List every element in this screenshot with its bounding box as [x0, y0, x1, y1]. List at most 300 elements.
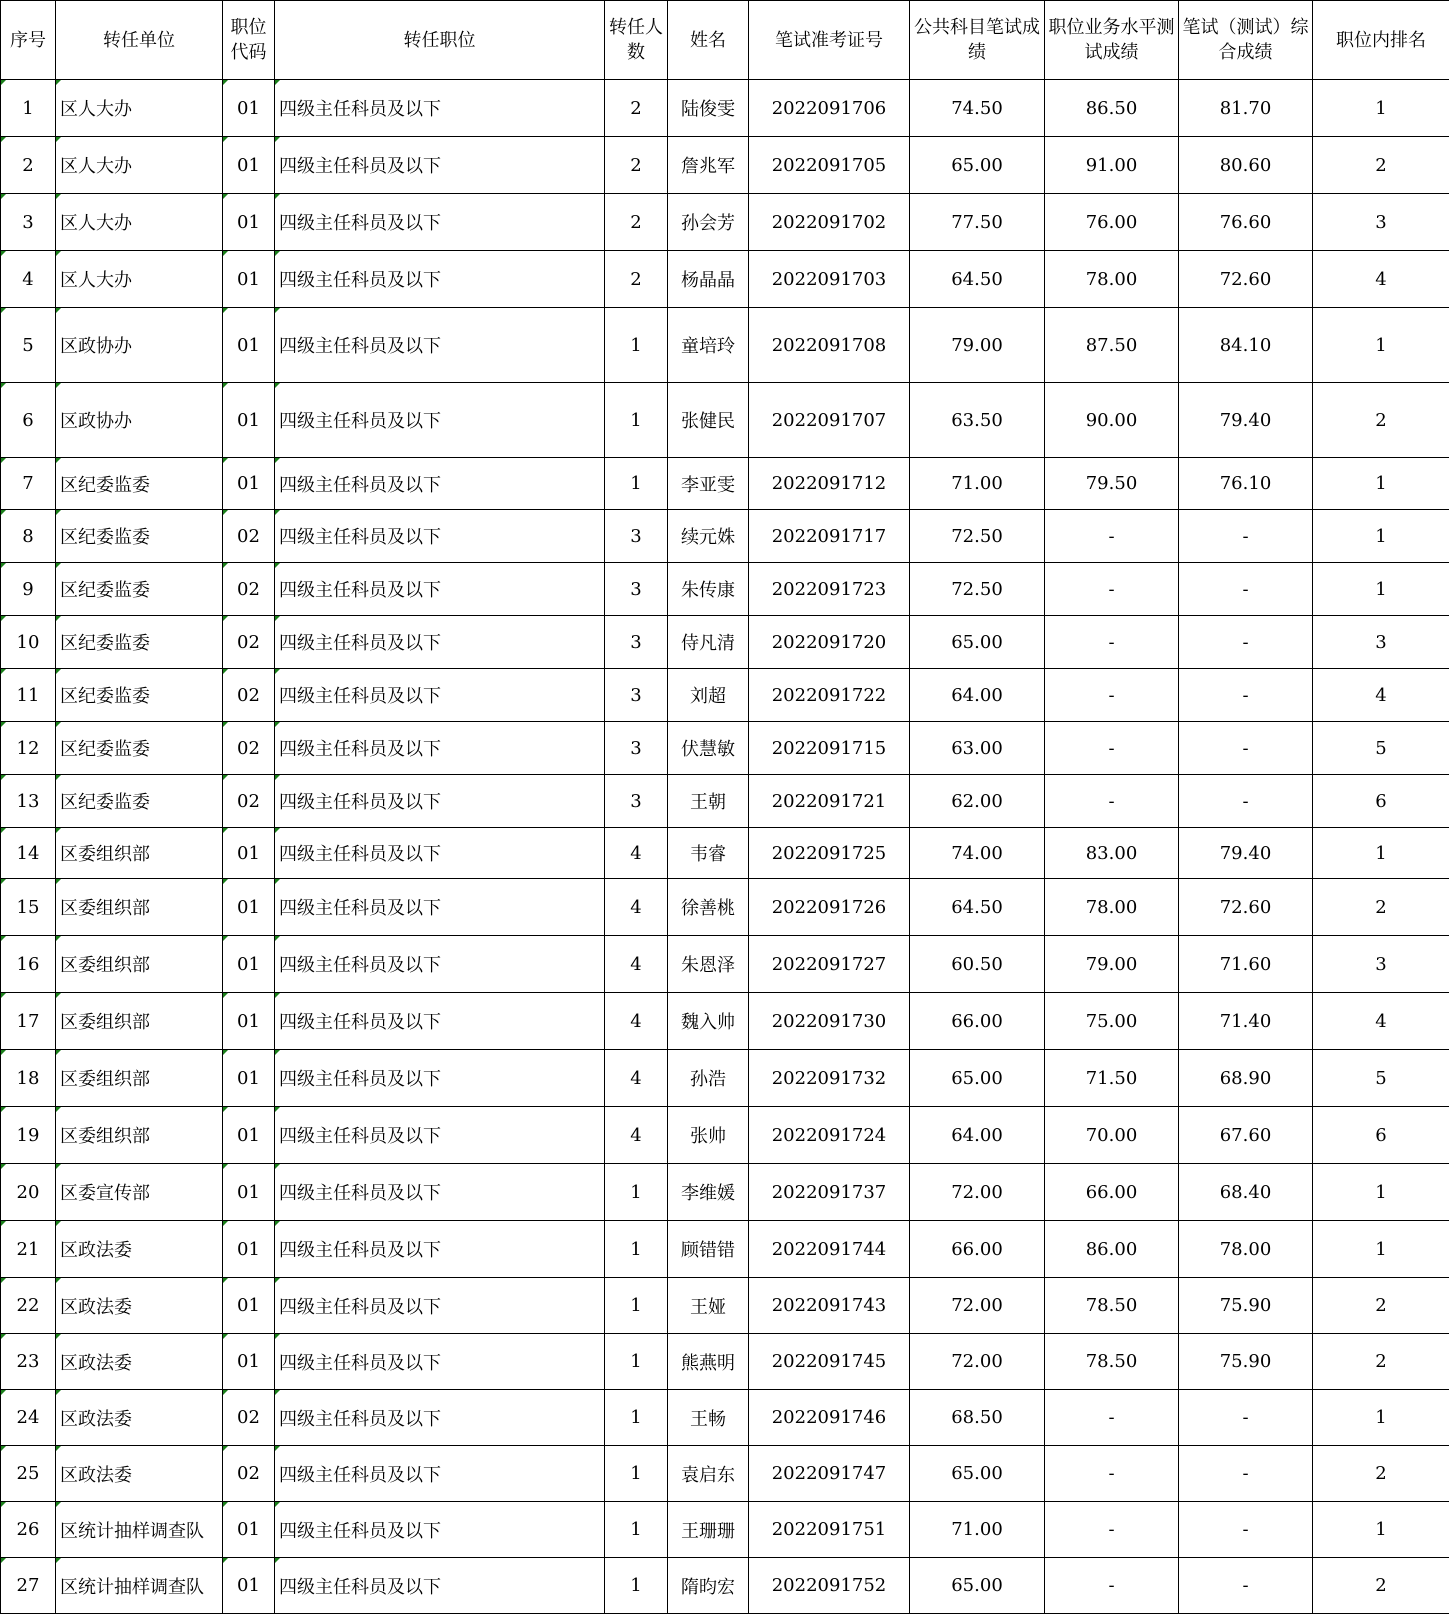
cell-written: 79.00 — [910, 308, 1045, 383]
cell-unit: 区政法委 — [56, 1334, 223, 1390]
table-row — [1, 1278, 1449, 1334]
table-row — [1, 1446, 1449, 1502]
cell-seq: 2 — [1, 137, 56, 194]
table-row — [1, 1050, 1449, 1107]
table-row — [1, 458, 1449, 510]
cell-quota: 4 — [605, 993, 668, 1050]
header-business: 职位业务水平测试成绩 — [1045, 1, 1179, 80]
cell-code: 01 — [223, 308, 275, 383]
cell-code: 02 — [223, 563, 275, 616]
cell-seq: 12 — [1, 722, 56, 775]
cell-seq: 19 — [1, 1107, 56, 1164]
cell-rank: 1 — [1313, 1502, 1449, 1558]
cell-total: - — [1179, 616, 1313, 669]
table-row — [1, 1390, 1449, 1446]
cell-quota: 3 — [605, 510, 668, 563]
cell-code: 02 — [223, 616, 275, 669]
cell-seq: 21 — [1, 1221, 56, 1278]
cell-code: 02 — [223, 1446, 275, 1502]
table-row — [1, 669, 1449, 722]
header-seq: 序号 — [1, 1, 56, 80]
cell-written: 60.50 — [910, 936, 1045, 993]
cell-total: - — [1179, 722, 1313, 775]
cell-code: 01 — [223, 1334, 275, 1390]
table-row — [1, 563, 1449, 616]
cell-total: 71.60 — [1179, 936, 1313, 993]
cell-position: 四级主任科员及以下 — [275, 828, 605, 879]
cell-quota: 4 — [605, 1107, 668, 1164]
table-row — [1, 137, 1449, 194]
cell-rank: 6 — [1313, 775, 1449, 828]
cell-ticket: 2022091715 — [749, 722, 910, 775]
cell-business: - — [1045, 563, 1179, 616]
cell-name: 侍凡清 — [668, 616, 749, 669]
table-row — [1, 775, 1449, 828]
table-row — [1, 828, 1449, 879]
cell-ticket: 2022091702 — [749, 194, 910, 251]
cell-seq: 18 — [1, 1050, 56, 1107]
cell-unit: 区政协办 — [56, 308, 223, 383]
cell-code: 01 — [223, 251, 275, 308]
cell-written: 64.00 — [910, 669, 1045, 722]
cell-unit: 区人大办 — [56, 137, 223, 194]
table-row — [1, 993, 1449, 1050]
cell-code: 01 — [223, 936, 275, 993]
table-row — [1, 1164, 1449, 1221]
header-quota: 转任人数 — [605, 1, 668, 80]
cell-business: - — [1045, 510, 1179, 563]
cell-written: 74.00 — [910, 828, 1045, 879]
cell-seq: 25 — [1, 1446, 56, 1502]
cell-ticket: 2022091743 — [749, 1278, 910, 1334]
header-unit: 转任单位 — [56, 1, 223, 80]
cell-written: 66.00 — [910, 1221, 1045, 1278]
cell-position: 四级主任科员及以下 — [275, 1390, 605, 1446]
cell-code: 01 — [223, 458, 275, 510]
cell-position: 四级主任科员及以下 — [275, 80, 605, 137]
cell-name: 韦睿 — [668, 828, 749, 879]
cell-position: 四级主任科员及以下 — [275, 1334, 605, 1390]
cell-total: 79.40 — [1179, 828, 1313, 879]
cell-unit: 区统计抽样调查队 — [56, 1558, 223, 1614]
cell-written: 66.00 — [910, 993, 1045, 1050]
table-row — [1, 1502, 1449, 1558]
cell-name: 刘超 — [668, 669, 749, 722]
cell-seq: 8 — [1, 510, 56, 563]
cell-unit: 区纪委监委 — [56, 669, 223, 722]
cell-rank: 1 — [1313, 1164, 1449, 1221]
cell-written: 72.00 — [910, 1334, 1045, 1390]
cell-written: 65.00 — [910, 1558, 1045, 1614]
cell-total: 84.10 — [1179, 308, 1313, 383]
cell-position: 四级主任科员及以下 — [275, 722, 605, 775]
cell-written: 77.50 — [910, 194, 1045, 251]
cell-total: 72.60 — [1179, 251, 1313, 308]
cell-ticket: 2022091712 — [749, 458, 910, 510]
cell-position: 四级主任科员及以下 — [275, 308, 605, 383]
table-row — [1, 80, 1449, 137]
cell-ticket: 2022091732 — [749, 1050, 910, 1107]
cell-total: - — [1179, 775, 1313, 828]
cell-business: 83.00 — [1045, 828, 1179, 879]
cell-total: - — [1179, 563, 1313, 616]
cell-ticket: 2022091723 — [749, 563, 910, 616]
cell-code: 02 — [223, 510, 275, 563]
table-row — [1, 1334, 1449, 1390]
cell-unit: 区政法委 — [56, 1278, 223, 1334]
cell-quota: 2 — [605, 251, 668, 308]
table-row — [1, 879, 1449, 936]
cell-total: 75.90 — [1179, 1334, 1313, 1390]
cell-name: 朱传康 — [668, 563, 749, 616]
cell-seq: 20 — [1, 1164, 56, 1221]
cell-ticket: 2022091724 — [749, 1107, 910, 1164]
cell-code: 01 — [223, 993, 275, 1050]
table-header — [1, 1, 1449, 80]
table-row — [1, 1558, 1449, 1614]
cell-quota: 3 — [605, 616, 668, 669]
cell-quota: 1 — [605, 1390, 668, 1446]
cell-name: 张帅 — [668, 1107, 749, 1164]
cell-business: 90.00 — [1045, 383, 1179, 458]
cell-seq: 4 — [1, 251, 56, 308]
cell-name: 徐善桃 — [668, 879, 749, 936]
cell-written: 74.50 — [910, 80, 1045, 137]
table-row — [1, 308, 1449, 383]
cell-ticket: 2022091746 — [749, 1390, 910, 1446]
cell-unit: 区委宣传部 — [56, 1164, 223, 1221]
cell-unit: 区政法委 — [56, 1390, 223, 1446]
cell-total: - — [1179, 1390, 1313, 1446]
cell-quota: 1 — [605, 1164, 668, 1221]
header-written: 公共科目笔试成绩 — [910, 1, 1045, 80]
cell-rank: 2 — [1313, 1278, 1449, 1334]
cell-name: 陆俊雯 — [668, 80, 749, 137]
cell-ticket: 2022091727 — [749, 936, 910, 993]
cell-name: 王朝 — [668, 775, 749, 828]
cell-total: - — [1179, 1502, 1313, 1558]
cell-position: 四级主任科员及以下 — [275, 383, 605, 458]
cell-code: 01 — [223, 1558, 275, 1614]
cell-unit: 区人大办 — [56, 194, 223, 251]
cell-unit: 区人大办 — [56, 80, 223, 137]
cell-unit: 区纪委监委 — [56, 616, 223, 669]
cell-position: 四级主任科员及以下 — [275, 1446, 605, 1502]
cell-unit: 区人大办 — [56, 251, 223, 308]
cell-name: 续元姝 — [668, 510, 749, 563]
cell-seq: 15 — [1, 879, 56, 936]
cell-position: 四级主任科员及以下 — [275, 1278, 605, 1334]
header-name: 姓名 — [668, 1, 749, 80]
cell-total: 76.60 — [1179, 194, 1313, 251]
cell-quota: 1 — [605, 1334, 668, 1390]
cell-unit: 区纪委监委 — [56, 510, 223, 563]
cell-seq: 5 — [1, 308, 56, 383]
cell-position: 四级主任科员及以下 — [275, 1558, 605, 1614]
cell-total: 68.90 — [1179, 1050, 1313, 1107]
cell-written: 65.00 — [910, 1050, 1045, 1107]
cell-total: - — [1179, 669, 1313, 722]
cell-written: 64.00 — [910, 1107, 1045, 1164]
cell-business: 76.00 — [1045, 194, 1179, 251]
cell-business: 79.00 — [1045, 936, 1179, 993]
cell-total: 81.70 — [1179, 80, 1313, 137]
cell-ticket: 2022091745 — [749, 1334, 910, 1390]
cell-rank: 1 — [1313, 563, 1449, 616]
cell-business: - — [1045, 775, 1179, 828]
table-row — [1, 616, 1449, 669]
cell-position: 四级主任科员及以下 — [275, 194, 605, 251]
cell-business: 87.50 — [1045, 308, 1179, 383]
table-row — [1, 383, 1449, 458]
cell-position: 四级主任科员及以下 — [275, 936, 605, 993]
cell-position: 四级主任科员及以下 — [275, 458, 605, 510]
cell-code: 02 — [223, 1390, 275, 1446]
cell-written: 63.50 — [910, 383, 1045, 458]
header-code: 职位代码 — [223, 1, 275, 80]
header-row — [1, 1, 1449, 80]
cell-unit: 区政协办 — [56, 383, 223, 458]
cell-business: - — [1045, 669, 1179, 722]
cell-seq: 14 — [1, 828, 56, 879]
cell-written: 72.50 — [910, 510, 1045, 563]
cell-total: 80.60 — [1179, 137, 1313, 194]
cell-seq: 23 — [1, 1334, 56, 1390]
cell-total: 79.40 — [1179, 383, 1313, 458]
cell-code: 01 — [223, 194, 275, 251]
cell-quota: 1 — [605, 1221, 668, 1278]
cell-seq: 11 — [1, 669, 56, 722]
cell-unit: 区委组织部 — [56, 1107, 223, 1164]
header-total: 笔试（测试）综合成绩 — [1179, 1, 1313, 80]
cell-seq: 6 — [1, 383, 56, 458]
cell-seq: 22 — [1, 1278, 56, 1334]
table-row — [1, 1107, 1449, 1164]
cell-position: 四级主任科员及以下 — [275, 879, 605, 936]
cell-rank: 1 — [1313, 510, 1449, 563]
cell-total: - — [1179, 510, 1313, 563]
cell-total: 67.60 — [1179, 1107, 1313, 1164]
cell-quota: 4 — [605, 1050, 668, 1107]
cell-code: 01 — [223, 383, 275, 458]
cell-ticket: 2022091705 — [749, 137, 910, 194]
cell-code: 01 — [223, 137, 275, 194]
cell-quota: 4 — [605, 879, 668, 936]
table-row — [1, 1221, 1449, 1278]
cell-business: 70.00 — [1045, 1107, 1179, 1164]
cell-business: 75.00 — [1045, 993, 1179, 1050]
cell-seq: 7 — [1, 458, 56, 510]
cell-quota: 3 — [605, 563, 668, 616]
header-rank: 职位内排名 — [1313, 1, 1449, 80]
cell-quota: 1 — [605, 1558, 668, 1614]
cell-seq: 27 — [1, 1558, 56, 1614]
cell-code: 01 — [223, 80, 275, 137]
cell-rank: 2 — [1313, 383, 1449, 458]
table-row — [1, 722, 1449, 775]
cell-position: 四级主任科员及以下 — [275, 1050, 605, 1107]
cell-rank: 1 — [1313, 1390, 1449, 1446]
cell-business: 78.50 — [1045, 1334, 1179, 1390]
cell-total: 75.90 — [1179, 1278, 1313, 1334]
cell-position: 四级主任科员及以下 — [275, 510, 605, 563]
header-position: 转任职位 — [275, 1, 605, 80]
cell-ticket: 2022091737 — [749, 1164, 910, 1221]
cell-name: 隋昀宏 — [668, 1558, 749, 1614]
cell-written: 64.50 — [910, 879, 1045, 936]
cell-rank: 2 — [1313, 1334, 1449, 1390]
cell-position: 四级主任科员及以下 — [275, 669, 605, 722]
cell-rank: 5 — [1313, 1050, 1449, 1107]
cell-written: 65.00 — [910, 1446, 1045, 1502]
cell-quota: 2 — [605, 137, 668, 194]
cell-name: 熊燕明 — [668, 1334, 749, 1390]
cell-quota: 2 — [605, 80, 668, 137]
cell-business: 66.00 — [1045, 1164, 1179, 1221]
cell-rank: 2 — [1313, 1446, 1449, 1502]
cell-name: 李维媛 — [668, 1164, 749, 1221]
cell-quota: 2 — [605, 194, 668, 251]
cell-written: 63.00 — [910, 722, 1045, 775]
cell-code: 01 — [223, 1278, 275, 1334]
cell-quota: 1 — [605, 1446, 668, 1502]
cell-ticket: 2022091726 — [749, 879, 910, 936]
cell-seq: 13 — [1, 775, 56, 828]
cell-seq: 24 — [1, 1390, 56, 1446]
cell-rank: 4 — [1313, 251, 1449, 308]
cell-ticket: 2022091725 — [749, 828, 910, 879]
cell-written: 65.00 — [910, 616, 1045, 669]
cell-name: 李亚雯 — [668, 458, 749, 510]
cell-rank: 5 — [1313, 722, 1449, 775]
cell-business: 91.00 — [1045, 137, 1179, 194]
cell-unit: 区纪委监委 — [56, 458, 223, 510]
cell-position: 四级主任科员及以下 — [275, 616, 605, 669]
cell-total: 71.40 — [1179, 993, 1313, 1050]
cell-code: 01 — [223, 828, 275, 879]
cell-code: 01 — [223, 1221, 275, 1278]
table-body — [1, 80, 1449, 1614]
cell-business: 79.50 — [1045, 458, 1179, 510]
cell-ticket: 2022091717 — [749, 510, 910, 563]
cell-quota: 3 — [605, 669, 668, 722]
cell-total: 68.40 — [1179, 1164, 1313, 1221]
cell-rank: 1 — [1313, 308, 1449, 383]
cell-code: 02 — [223, 669, 275, 722]
cell-code: 01 — [223, 1164, 275, 1221]
cell-quota: 1 — [605, 383, 668, 458]
cell-quota: 3 — [605, 722, 668, 775]
cell-rank: 6 — [1313, 1107, 1449, 1164]
cell-ticket: 2022091747 — [749, 1446, 910, 1502]
cell-written: 72.00 — [910, 1164, 1045, 1221]
cell-ticket: 2022091751 — [749, 1502, 910, 1558]
cell-name: 朱恩泽 — [668, 936, 749, 993]
cell-position: 四级主任科员及以下 — [275, 1107, 605, 1164]
cell-ticket: 2022091744 — [749, 1221, 910, 1278]
cell-business: - — [1045, 1502, 1179, 1558]
cell-rank: 4 — [1313, 993, 1449, 1050]
cell-code: 01 — [223, 1107, 275, 1164]
cell-rank: 2 — [1313, 879, 1449, 936]
cell-business: - — [1045, 722, 1179, 775]
cell-written: 64.50 — [910, 251, 1045, 308]
cell-unit: 区政法委 — [56, 1221, 223, 1278]
table-row — [1, 194, 1449, 251]
cell-quota: 1 — [605, 1278, 668, 1334]
header-ticket: 笔试准考证号 — [749, 1, 910, 80]
table-row — [1, 936, 1449, 993]
cell-ticket: 2022091720 — [749, 616, 910, 669]
cell-seq: 9 — [1, 563, 56, 616]
cell-unit: 区委组织部 — [56, 993, 223, 1050]
cell-name: 袁启东 — [668, 1446, 749, 1502]
cell-position: 四级主任科员及以下 — [275, 1502, 605, 1558]
cell-business: - — [1045, 616, 1179, 669]
cell-position: 四级主任科员及以下 — [275, 1164, 605, 1221]
cell-ticket: 2022091752 — [749, 1558, 910, 1614]
cell-written: 62.00 — [910, 775, 1045, 828]
cell-code: 02 — [223, 775, 275, 828]
cell-unit: 区纪委监委 — [56, 722, 223, 775]
cell-rank: 3 — [1313, 936, 1449, 993]
cell-business: 86.00 — [1045, 1221, 1179, 1278]
cell-code: 01 — [223, 879, 275, 936]
cell-rank: 2 — [1313, 1558, 1449, 1614]
cell-total: - — [1179, 1558, 1313, 1614]
cell-business: 71.50 — [1045, 1050, 1179, 1107]
cell-rank: 4 — [1313, 669, 1449, 722]
cell-seq: 10 — [1, 616, 56, 669]
cell-written: 72.50 — [910, 563, 1045, 616]
cell-position: 四级主任科员及以下 — [275, 251, 605, 308]
cell-business: - — [1045, 1558, 1179, 1614]
cell-position: 四级主任科员及以下 — [275, 563, 605, 616]
cell-quota: 3 — [605, 775, 668, 828]
cell-unit: 区纪委监委 — [56, 775, 223, 828]
cell-business: - — [1045, 1390, 1179, 1446]
cell-seq: 1 — [1, 80, 56, 137]
cell-total: 78.00 — [1179, 1221, 1313, 1278]
cell-unit: 区委组织部 — [56, 828, 223, 879]
table-row — [1, 251, 1449, 308]
cell-quota: 1 — [605, 458, 668, 510]
cell-seq: 26 — [1, 1502, 56, 1558]
cell-unit: 区委组织部 — [56, 879, 223, 936]
cell-name: 詹兆军 — [668, 137, 749, 194]
cell-business: 78.00 — [1045, 879, 1179, 936]
cell-unit: 区纪委监委 — [56, 563, 223, 616]
cell-total: 76.10 — [1179, 458, 1313, 510]
cell-quota: 4 — [605, 828, 668, 879]
cell-written: 72.00 — [910, 1278, 1045, 1334]
cell-unit: 区委组织部 — [56, 936, 223, 993]
cell-rank: 3 — [1313, 194, 1449, 251]
cell-unit: 区政法委 — [56, 1446, 223, 1502]
cell-ticket: 2022091730 — [749, 993, 910, 1050]
cell-seq: 16 — [1, 936, 56, 993]
cell-written: 71.00 — [910, 1502, 1045, 1558]
cell-seq: 17 — [1, 993, 56, 1050]
cell-rank: 3 — [1313, 616, 1449, 669]
cell-business: 78.50 — [1045, 1278, 1179, 1334]
cell-name: 王珊珊 — [668, 1502, 749, 1558]
cell-ticket: 2022091703 — [749, 251, 910, 308]
cell-total: 72.60 — [1179, 879, 1313, 936]
cell-ticket: 2022091707 — [749, 383, 910, 458]
cell-name: 王畅 — [668, 1390, 749, 1446]
cell-rank: 1 — [1313, 80, 1449, 137]
